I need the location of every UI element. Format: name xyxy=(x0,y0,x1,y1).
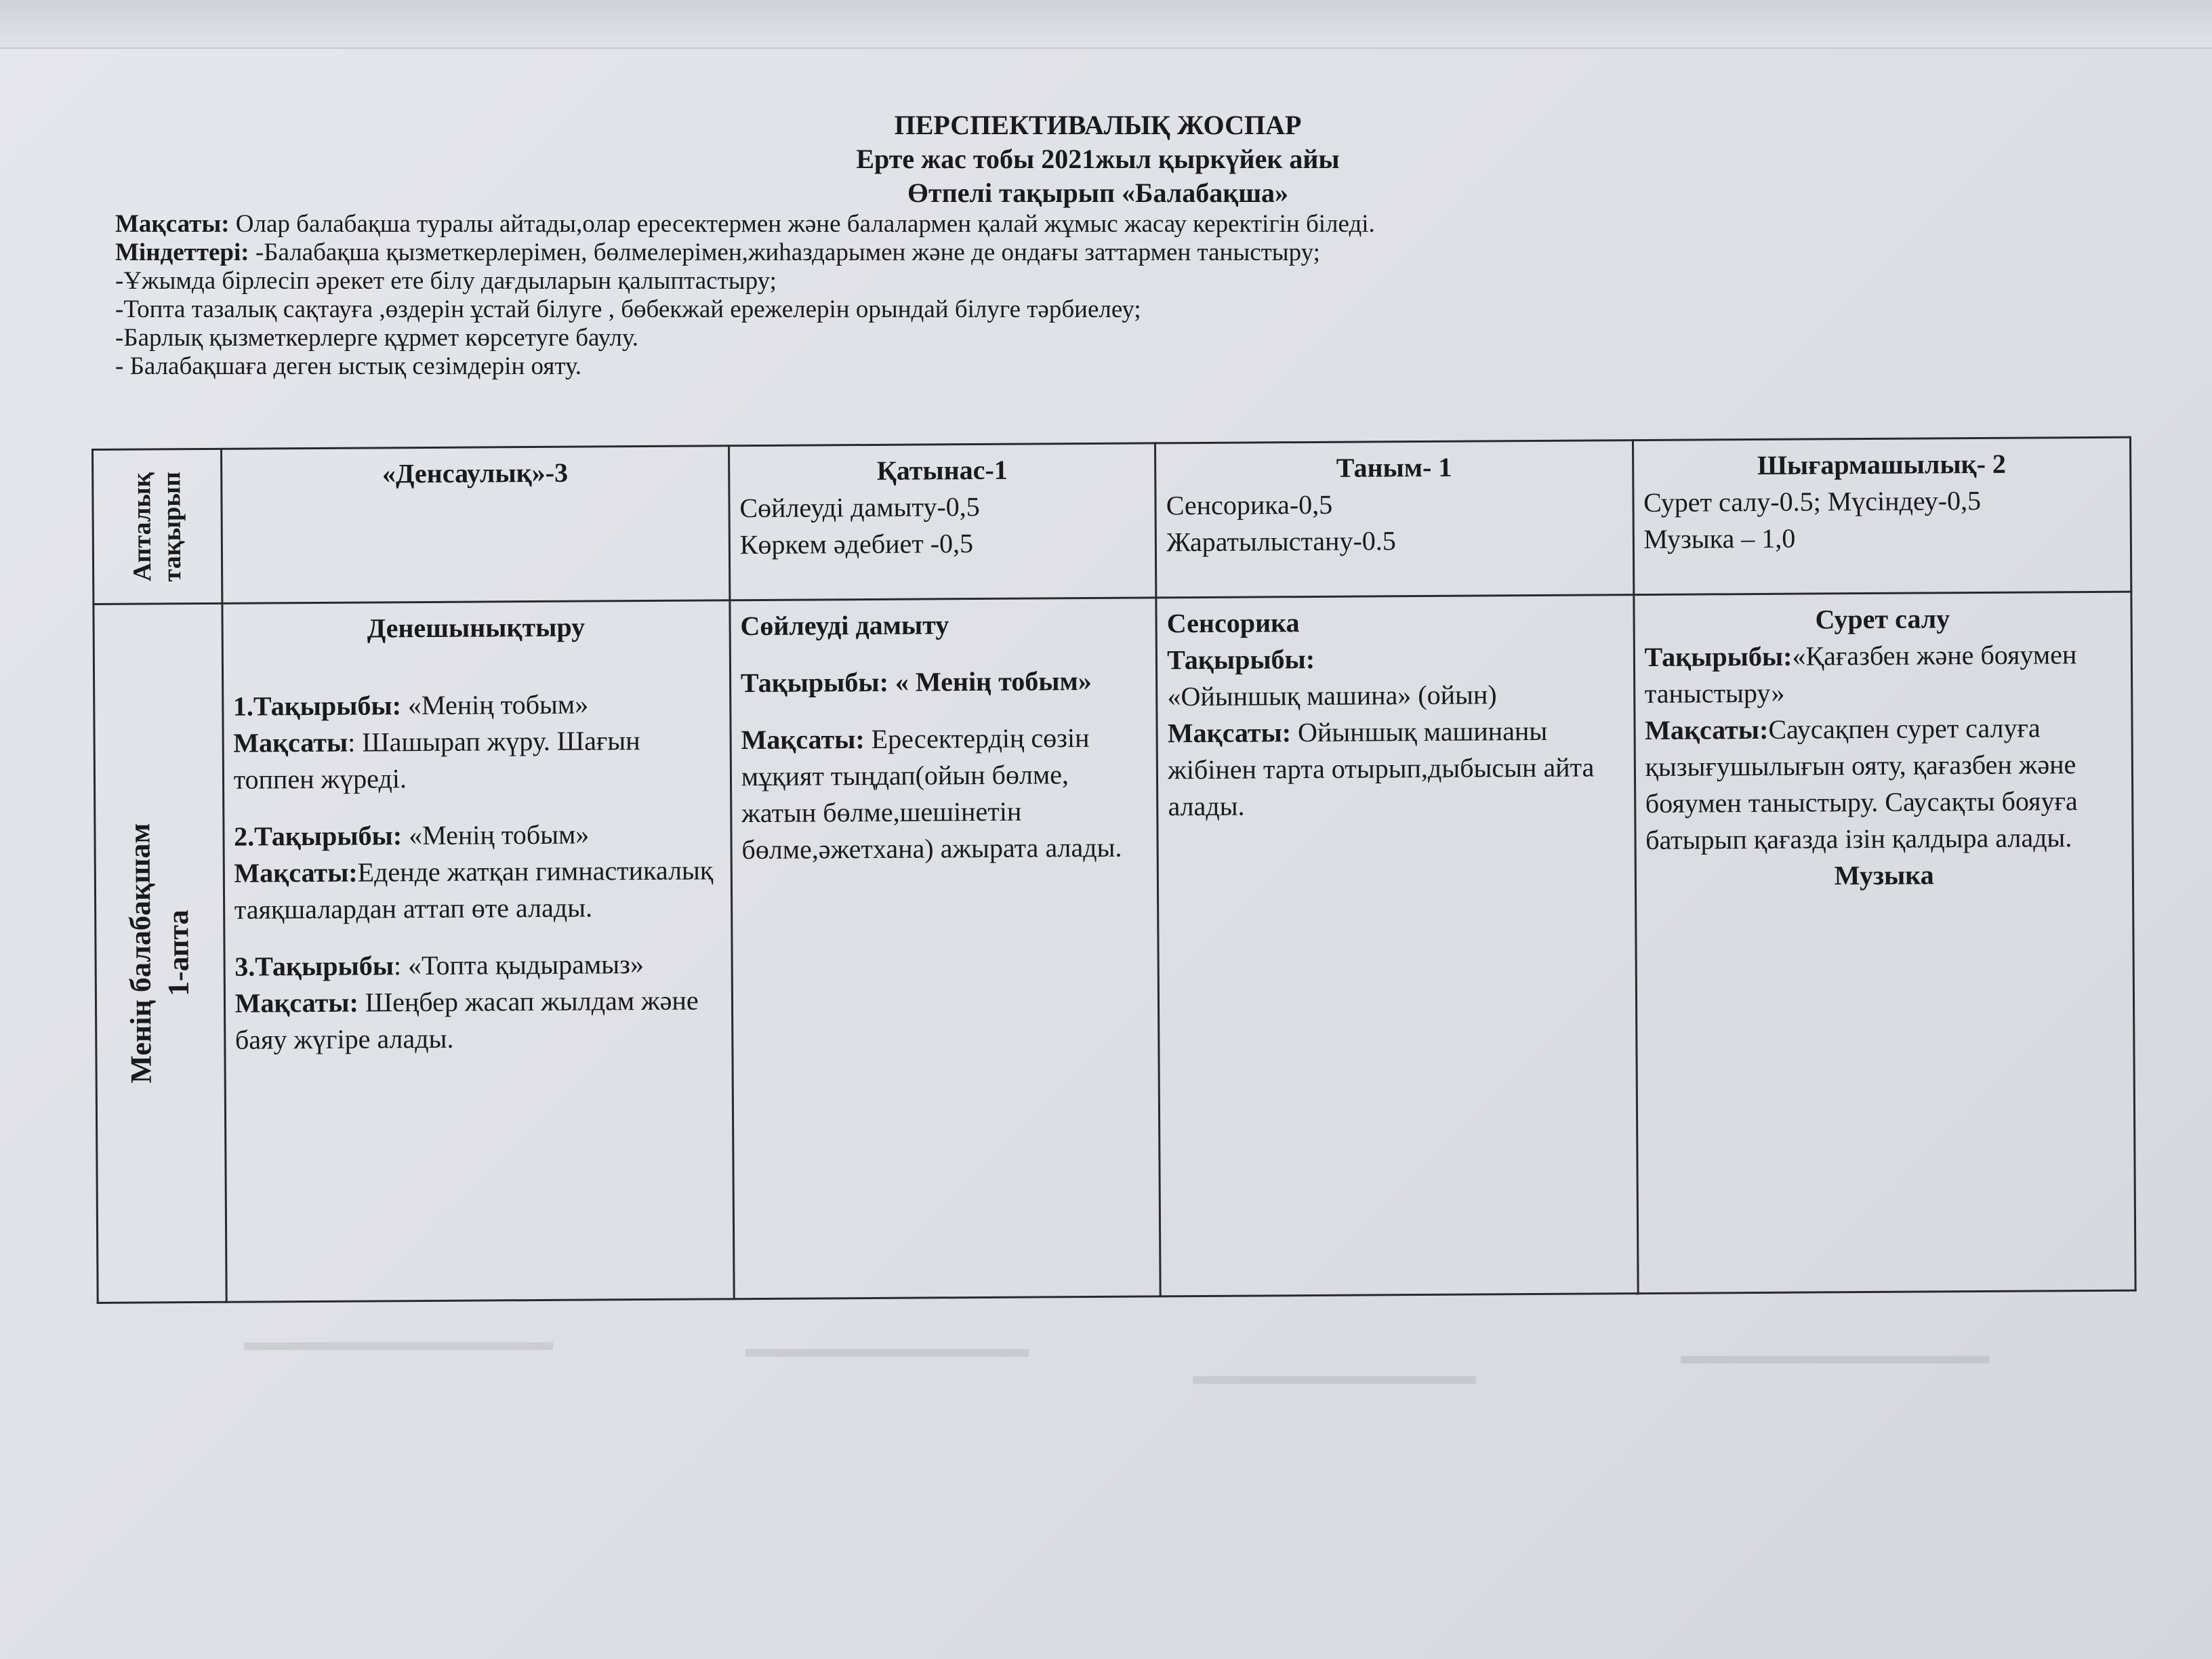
column-subject: Сенсорика-0,5 xyxy=(1166,489,1333,521)
cell-topic-label: Тақырыбы: xyxy=(1167,643,1315,676)
document-subtitle: Ерте жас тобы 2021жыл қыркүйек айы xyxy=(856,144,1340,174)
tasks-text: -Балабақша қызметкерлерімен, бөлмелерімен,жиһаздарымен және де ондағы заттармен таныстыру; xyxy=(249,239,1320,266)
cell-physical-education xyxy=(222,600,735,1303)
week-topic-header xyxy=(93,449,222,604)
cell-topic: Тақырыбы: « Менің тобым» xyxy=(740,665,1092,699)
show-through-text: ▬▬▬▬▬▬▬▬▬▬▬▬ xyxy=(1681,1341,1990,1370)
column-header-cognition xyxy=(1155,441,1634,598)
cell-title: Сурет салу xyxy=(1815,603,1950,635)
cell-goal: Мақсаты: Ойыншық машинаны жібінен тарта отырып,дыбысын айта алады. xyxy=(1167,715,1595,822)
lesson-2-topic: 2.Тақырыбы: «Менің тобым» xyxy=(233,819,590,852)
lesson-3-goal: Мақсаты: Шеңбер жасап жылдам және баяу жүгіре алады. xyxy=(234,985,699,1055)
cell-goal: Мақсаты: Ересектердің сөзін мұқият тыңдап(ойын бөлме, жатын бөлме,шешінетін бөлме,әжетхана) ажырата алады. xyxy=(741,722,1122,865)
task-line: -Ұжымда бірлесіп әрекет ете білу дағдыларын қалыптастыру; xyxy=(115,267,777,295)
table-row-week-1 xyxy=(94,592,2135,1303)
show-through-text: ▬▬▬▬▬▬▬▬▬▬▬▬ xyxy=(244,1328,553,1356)
column-subject: Музыка – 1,0 xyxy=(1643,523,1796,555)
cell-topic: «Ойыншық машина» (ойын) xyxy=(1167,679,1497,712)
task-line: - Балабақшаға деген ыстық сезімдерін ояту. xyxy=(115,352,582,380)
cell-title: Сөйлеуді дамыту xyxy=(740,609,949,642)
cell-title: Сенсорика xyxy=(1166,607,1300,639)
column-title: Таным- 1 xyxy=(1336,451,1452,483)
show-through-text: ▬▬▬▬▬▬▬▬▬▬▬ xyxy=(1193,1361,1476,1390)
goal-label: Мақсаты: xyxy=(115,210,230,238)
task-line: -Барлық қызметкерлерге құрмет көрсетуге баулу. xyxy=(115,324,638,352)
week-label-cell xyxy=(94,603,226,1303)
document-title: ПЕРСПЕКТИВАЛЫҚ ЖОСПАР xyxy=(894,110,1302,140)
cell-drawing xyxy=(1633,592,2135,1293)
goal-text: Олар балабақша туралы айтады,олар ересектермен және балалармен қалай жұмыс жасау керектігін біледі. xyxy=(229,210,1375,238)
cell-topic: Тақырыбы:«Қағазбен және бояумен таныстыру» xyxy=(1644,639,2077,710)
cell-title: Денешынықтыру xyxy=(367,611,586,644)
table-header-row xyxy=(93,437,2131,604)
lesson-1-goal: Мақсаты: Шашырап жүру. Шағын топпен жүреді. xyxy=(233,725,640,795)
week-label-line: 1-апта xyxy=(161,909,196,997)
goal-line xyxy=(115,210,2081,239)
column-title: «Денсаулық»-3 xyxy=(382,457,569,489)
cell-sensorics xyxy=(1156,595,1638,1296)
column-title: Қатынас-1 xyxy=(876,454,1008,486)
paper-fold xyxy=(0,0,2212,49)
cell-speech-development xyxy=(730,598,1161,1299)
column-subject: Жаратылыстану-0.5 xyxy=(1166,525,1396,558)
lesson-2-goal: Мақсаты:Еденде жатқан гимнастикалық таяқшалардан аттап өте алады. xyxy=(234,855,714,925)
lesson-3-topic: 3.Тақырыбы: «Топта қыдырамыз» xyxy=(234,949,644,982)
document-header xyxy=(115,108,2081,381)
tasks-line xyxy=(115,239,2081,267)
task-line: -Топта тазалық сақтауға ,өздерін ұстай білуге , бөбекжай ережелерін орындай білуге тәрбиелеу; xyxy=(115,295,1141,323)
show-through-text: ▬▬▬▬▬▬▬▬▬▬▬ xyxy=(745,1334,1029,1363)
column-title: Шығармашылық- 2 xyxy=(1757,448,2007,480)
week-header-line: тақырып xyxy=(157,471,187,582)
column-subject: Сурет салу-0.5; Мүсіндеу-0,5 xyxy=(1643,485,1982,518)
document-theme: Өтпелі тақырып «Балабақша» xyxy=(907,178,1289,208)
plan-table xyxy=(91,436,2137,1304)
column-header-creativity xyxy=(1633,437,2131,594)
week-label-line: Менің балабақшам xyxy=(123,823,159,1084)
tasks-label: Міндеттері: xyxy=(115,239,249,266)
lesson-1-topic: 1.Тақырыбы: «Менің тобым» xyxy=(232,689,589,722)
column-subject: Сөйлеуді дамыту-0,5 xyxy=(739,491,980,524)
music-subtitle: Музыка xyxy=(1834,859,1934,891)
column-header-communication xyxy=(729,443,1156,600)
column-subject: Көркем әдебиет -0,5 xyxy=(739,528,974,560)
week-header-line: Апталық xyxy=(127,472,157,581)
column-header-health xyxy=(221,446,730,604)
cell-goal: Мақсаты:Саусақпен сурет салуға қызығушылығын ояту, қағазбен және бояумен таныстыру. Саусақты бояуға батырып қағазда ізін қалдыра алады. xyxy=(1645,712,2078,856)
